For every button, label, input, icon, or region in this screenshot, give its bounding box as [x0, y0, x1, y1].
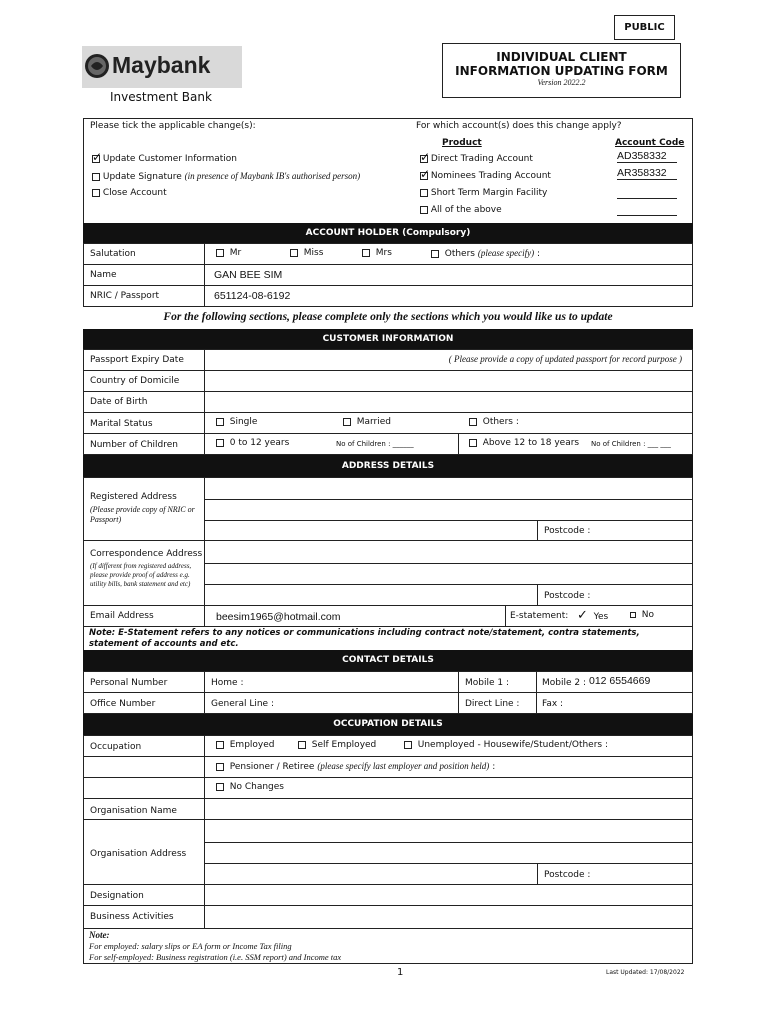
marital-single[interactable]: Single	[216, 417, 257, 427]
email-field[interactable]: beesim1965@hotmail.com	[216, 611, 341, 623]
note-employed: For employed: salary slips or EA form or Income Tax filing	[89, 941, 292, 951]
nric-field[interactable]: 651124-08-6192	[214, 290, 291, 302]
form-title-line1: INDIVIDUAL CLIENT	[496, 50, 627, 64]
checkbox[interactable]	[290, 249, 298, 257]
org-name-label: Organisation Name	[90, 806, 177, 816]
occupation-employed[interactable]: Employed	[216, 740, 274, 750]
dob-row	[83, 391, 693, 413]
checkbox[interactable]	[420, 189, 428, 197]
section-instruction: For the following sections, please complete only the sections which you would like us to update	[163, 311, 613, 323]
last-updated: Last Updated: 17/08/2022	[606, 969, 685, 976]
account-item-direct[interactable]: ✓ Direct Trading Account	[420, 154, 533, 164]
salutation-others[interactable]: Others (please specify) :	[431, 248, 540, 259]
salutation-mr[interactable]: Mr	[216, 248, 241, 258]
salutation-mrs[interactable]: Mrs	[362, 248, 392, 258]
mobile1-field[interactable]: Mobile 1 :	[465, 678, 510, 688]
occupation-pensioner[interactable]: Pensioner / Retiree (please specify last employer and position held) :	[216, 761, 495, 772]
country-label: Country of Domicile	[90, 376, 180, 386]
registered-address-label: Registered Address	[90, 492, 177, 502]
children-0-12[interactable]: 0 to 12 years	[216, 438, 289, 448]
pensioner-row	[83, 756, 693, 778]
designation-label: Designation	[90, 891, 144, 901]
general-line-field[interactable]: General Line :	[211, 699, 274, 709]
children-row	[83, 433, 693, 455]
business-row	[83, 905, 693, 929]
checkbox[interactable]	[469, 418, 477, 426]
note-title: Note:	[89, 930, 110, 940]
salutation-label: Salutation	[90, 249, 136, 259]
checkbox[interactable]	[630, 612, 636, 618]
account-item-margin[interactable]: Short Term Margin Facility	[420, 188, 547, 198]
note-self-employed: For self-employed: Business registration (i.e. SSM report) and Income tax	[89, 952, 342, 962]
occupation-no-changes[interactable]: No Changes	[216, 782, 284, 792]
form-version: Version 2022.2	[537, 78, 586, 87]
occupation-self-employed[interactable]: Self Employed	[298, 740, 376, 750]
page-number: 1	[397, 967, 404, 978]
direct-line-field[interactable]: Direct Line :	[465, 699, 520, 709]
checkbox[interactable]	[216, 249, 224, 257]
occupation-label: Occupation	[90, 742, 142, 752]
checkbox[interactable]	[216, 741, 224, 749]
account-item-all[interactable]: All of the above	[420, 205, 502, 215]
account-holder-header: ACCOUNT HOLDER (Compulsory)	[83, 223, 693, 243]
passport-row	[83, 349, 693, 371]
maybank-logo	[82, 46, 242, 88]
dob-label: Date of Birth	[90, 397, 148, 407]
estatement-note	[83, 626, 693, 651]
registered-address-block	[83, 477, 693, 541]
checkbox[interactable]	[343, 418, 351, 426]
country-row	[83, 370, 693, 392]
name-row	[83, 264, 693, 286]
marital-married[interactable]: Married	[343, 417, 391, 427]
accounts-heading: For which account(s) does this change apply?	[416, 121, 622, 131]
change-item-close[interactable]: Close Account	[92, 188, 167, 198]
checkbox[interactable]	[298, 741, 306, 749]
salutation-miss[interactable]: Miss	[290, 248, 323, 258]
checkbox[interactable]	[92, 155, 100, 163]
personal-number-row	[83, 671, 693, 693]
name-field[interactable]: GAN BEE SIM	[214, 269, 283, 281]
checkbox[interactable]	[216, 783, 224, 791]
account-code-direct[interactable]: AD358332	[617, 150, 677, 163]
correspondence-postcode[interactable]: Postcode :	[544, 591, 591, 601]
name-label: Name	[90, 270, 117, 280]
children-label: Number of Children	[90, 440, 178, 450]
correspondence-address-block	[83, 540, 693, 606]
email-row	[83, 605, 693, 627]
mobile2-field[interactable]: 012 6554669	[589, 675, 651, 687]
checkmark-icon: ✓	[577, 608, 588, 623]
registered-address-note: (Please provide copy of NRIC or Passport)	[90, 505, 195, 524]
tiger-emblem-icon	[84, 53, 110, 79]
correspondence-address-note: (If different from registered address, please provide proof of address e.g. utility bills, bank statement and etc)	[90, 562, 192, 588]
passport-label: Passport Expiry Date	[90, 355, 184, 365]
change-item-signature[interactable]: Update Signature (in presence of Maybank IB's authorised person)	[92, 171, 360, 182]
business-label: Business Activities	[90, 912, 174, 922]
checkbox[interactable]	[404, 741, 412, 749]
public-badge: PUBLIC	[614, 15, 675, 40]
checkbox[interactable]	[469, 439, 477, 447]
nochange-row	[83, 777, 693, 799]
mobile2-label: Mobile 2 :	[542, 678, 587, 688]
change-item-customer[interactable]: ✓ Update Customer Information	[92, 154, 237, 164]
checkbox[interactable]	[216, 439, 224, 447]
checkbox[interactable]	[216, 418, 224, 426]
product-header: Product	[442, 138, 482, 148]
logo-subtitle: Investment Bank	[110, 90, 212, 104]
registered-postcode[interactable]: Postcode :	[544, 526, 591, 536]
office-number-label: Office Number	[90, 699, 156, 709]
form-title-line2: INFORMATION UPDATING FORM	[455, 64, 668, 78]
checkbox[interactable]	[431, 250, 439, 258]
changes-section	[83, 118, 693, 223]
marital-row	[83, 412, 693, 434]
account-code-all[interactable]	[617, 204, 677, 216]
designation-row	[83, 884, 693, 906]
estatement-note-text: Note: E-Statement refers to any notices or communications including contract note/statement, contra statements, statement of accounts and etc.	[89, 628, 640, 649]
checkbox[interactable]	[420, 206, 428, 214]
contact-header: CONTACT DETAILS	[83, 650, 693, 671]
marital-label: Marital Status	[90, 419, 153, 429]
customer-info-header: CUSTOMER INFORMATION	[83, 329, 693, 349]
occupation-row	[83, 735, 693, 757]
passport-note: ( Please provide a copy of updated passport for record purpose )	[448, 354, 682, 364]
correspondence-address-label: Correspondence Address	[90, 549, 203, 559]
changes-heading: Please tick the applicable change(s):	[90, 121, 256, 131]
estatement-label: E-statement:	[510, 611, 569, 621]
org-name-row	[83, 798, 693, 820]
org-address-block	[83, 819, 693, 885]
occupation-unemployed[interactable]: Unemployed - Housewife/Student/Others :	[404, 740, 608, 750]
form-title-box	[442, 43, 681, 98]
address-header: ADDRESS DETAILS	[83, 455, 693, 477]
nric-row	[83, 285, 693, 307]
estatement-yes[interactable]: ✓ Yes	[577, 608, 609, 623]
occupation-note	[83, 928, 693, 964]
occupation-header: OCCUPATION DETAILS	[83, 714, 693, 735]
fax-field[interactable]: Fax :	[542, 699, 564, 709]
salutation-row	[83, 243, 693, 265]
children-12-18[interactable]: Above 12 to 18 years	[469, 438, 579, 448]
marital-others[interactable]: Others :	[469, 417, 519, 427]
checkbox[interactable]	[362, 249, 370, 257]
children-12-18-count[interactable]: No of Children : ___ ___	[591, 440, 671, 448]
home-field[interactable]: Home :	[211, 678, 244, 688]
checkbox[interactable]	[92, 173, 100, 181]
nric-label: NRIC / Passport	[90, 291, 160, 301]
account-code-header: Account Code	[615, 138, 685, 148]
office-number-row	[83, 692, 693, 714]
account-code-nominees[interactable]: AR358332	[617, 167, 677, 180]
personal-number-label: Personal Number	[90, 678, 168, 688]
checkbox[interactable]	[216, 763, 224, 771]
checkbox[interactable]	[92, 189, 100, 197]
org-address-label: Organisation Address	[90, 849, 187, 859]
checkbox[interactable]	[420, 155, 428, 163]
estatement-no[interactable]: No	[630, 610, 654, 620]
checkbox[interactable]	[420, 172, 428, 180]
org-postcode[interactable]: Postcode :	[544, 870, 591, 880]
children-0-12-count[interactable]: No of Children : ______	[336, 440, 414, 448]
logo-text: Maybank	[112, 52, 211, 78]
account-item-nominees[interactable]: ✓ Nominees Trading Account	[420, 171, 551, 181]
account-code-margin[interactable]	[617, 187, 677, 199]
email-label: Email Address	[90, 611, 154, 621]
